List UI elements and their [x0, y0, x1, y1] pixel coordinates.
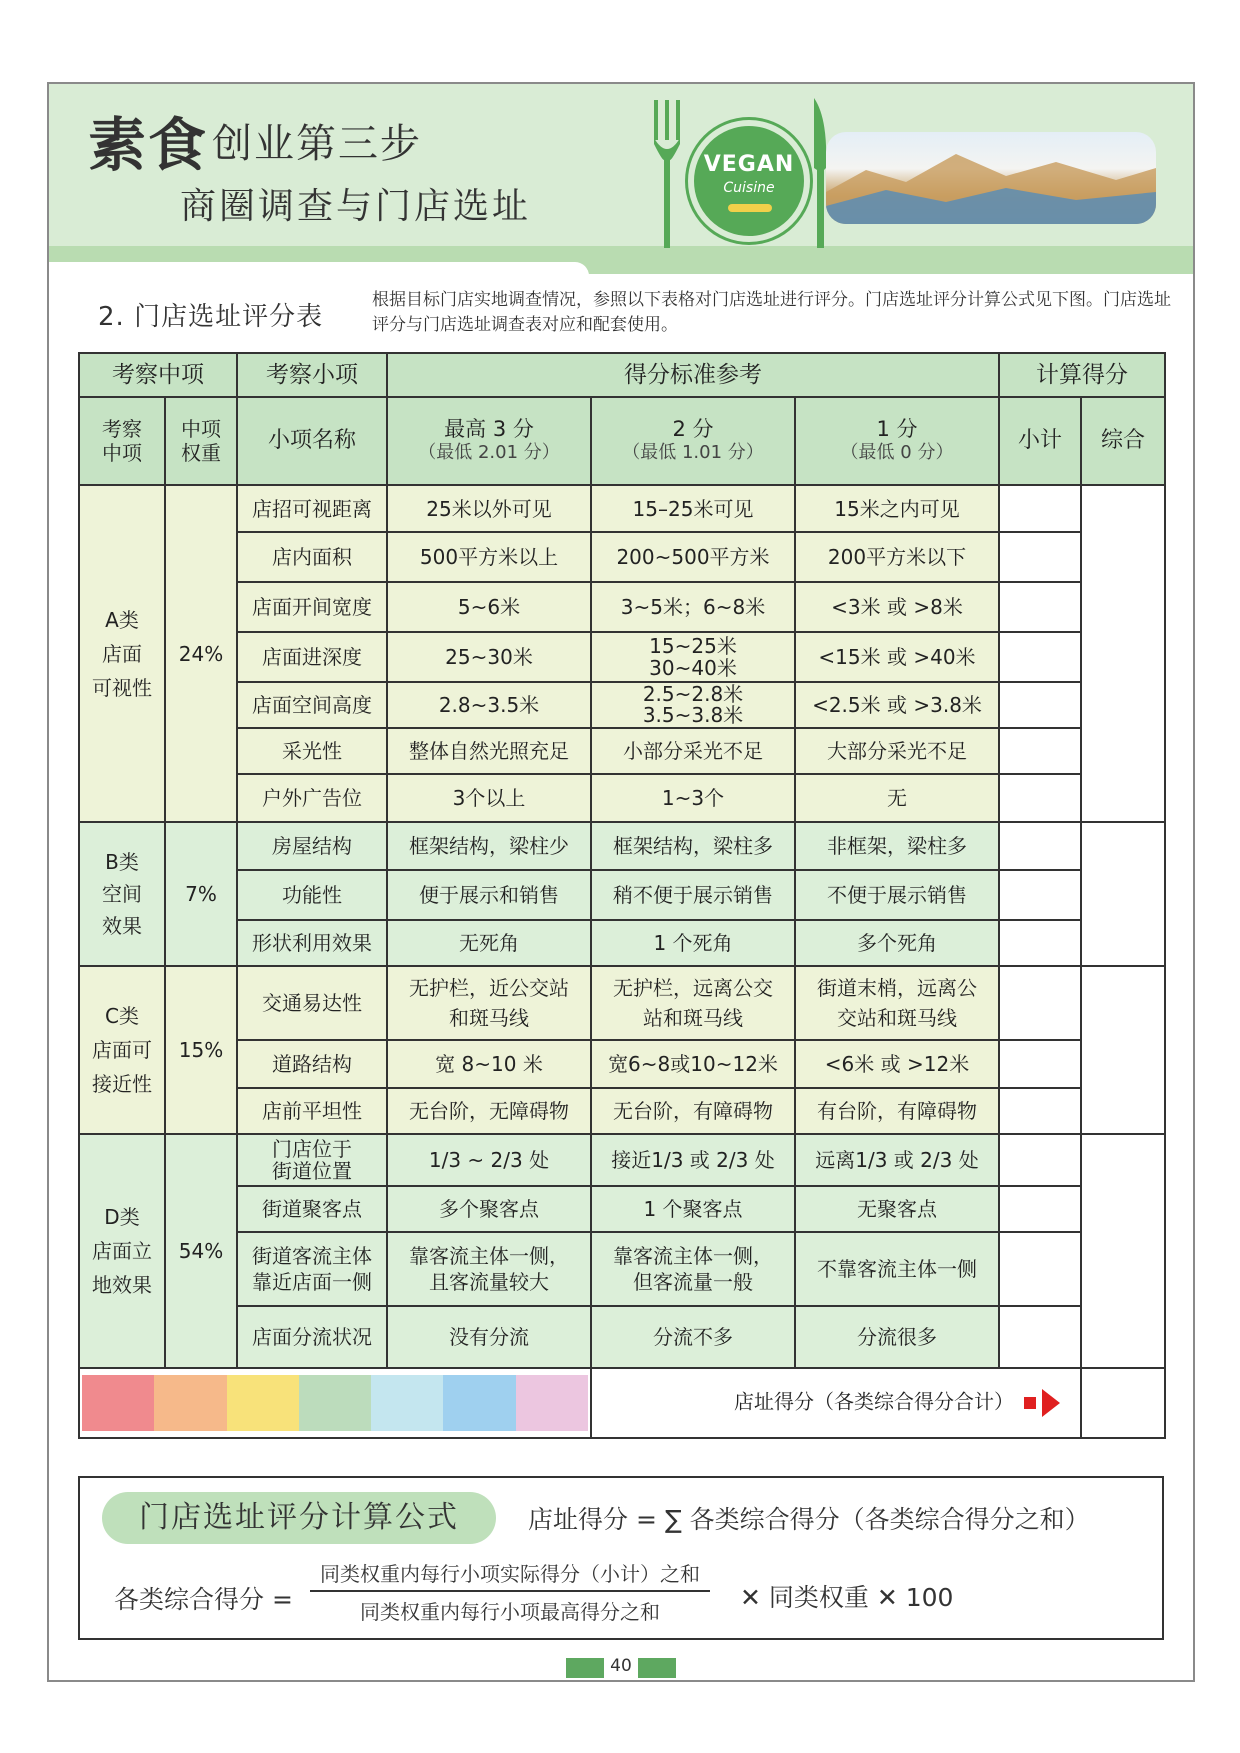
score-1-cell: 无	[795, 774, 999, 822]
score-2-cell: 15–25米可见	[591, 485, 795, 532]
score-1-cell: 远离1/3 或 2/3 处	[795, 1134, 999, 1186]
score-2-cell: 框架结构，梁柱多	[591, 822, 795, 870]
item-name: 采光性	[237, 728, 387, 774]
vegan-logo	[688, 120, 810, 242]
group-d-weight: 54%	[165, 1134, 237, 1368]
swatch-yellow	[227, 1375, 299, 1431]
score-2-cell: 1~3个	[591, 774, 795, 822]
swatch-cyan	[371, 1375, 443, 1431]
item-name: 道路结构	[237, 1040, 387, 1088]
section-title: 2. 门店选址评分表	[98, 302, 324, 332]
score-3-label: 最高 3 分	[444, 417, 534, 441]
score-1-cell: 街道末梢，远离公 交站和斑马线	[795, 966, 999, 1040]
table-row	[79, 774, 1165, 822]
title-step: 创业第三步	[212, 121, 422, 167]
formula-box	[78, 1476, 1164, 1640]
score-1-cell: <2.5米 或 >3.8米	[795, 682, 999, 728]
score-2-cell: 无护栏，远离公交 站和斑马线	[591, 966, 795, 1040]
item-name: 户外广告位	[237, 774, 387, 822]
score-3-cell: 1/3 ~ 2/3 处	[387, 1134, 591, 1186]
score-3-cell: 无台阶，无障碍物	[387, 1088, 591, 1134]
logo-subtext: Cuisine	[723, 180, 775, 196]
item-name: 店面开间宽度	[237, 582, 387, 632]
page-bar-right	[638, 1658, 676, 1678]
score-2-cell: 宽6~8或10~12米	[591, 1040, 795, 1088]
header-score-1	[795, 397, 999, 485]
subtotal-cell[interactable]	[999, 870, 1081, 920]
table-row	[79, 1232, 1165, 1306]
fraction-line	[310, 1590, 710, 1592]
subtotal-cell[interactable]	[999, 920, 1081, 966]
table-row	[79, 632, 1165, 682]
color-swatches-cell	[79, 1368, 591, 1438]
item-name: 交通易达性	[237, 966, 387, 1040]
header-weight-text: 中项权重	[181, 417, 221, 465]
item-name: 店面分流状况	[237, 1306, 387, 1368]
table-row	[79, 1186, 1165, 1232]
item-name: 店招可视距离	[237, 485, 387, 532]
score-2-cell: 200~500平方米	[591, 532, 795, 582]
subtotal-cell[interactable]	[999, 1232, 1081, 1306]
table-row	[79, 682, 1165, 728]
score-3-cell: 框架结构，梁柱少	[387, 822, 591, 870]
score-3-cell: 5~6米	[387, 582, 591, 632]
score-1-cell: 大部分采光不足	[795, 728, 999, 774]
total-label-cell	[591, 1368, 1081, 1438]
item-name: 店前平坦性	[237, 1088, 387, 1134]
item-name: 房屋结构	[237, 822, 387, 870]
header-row-2	[79, 397, 1165, 485]
score-1-cell: 不便于展示销售	[795, 870, 999, 920]
subtotal-cell[interactable]	[999, 1134, 1081, 1186]
score-3-cell: 整体自然光照充足	[387, 728, 591, 774]
item-name: 门店位于 街道位置	[237, 1134, 387, 1186]
score-1-cell: <15米 或 >40米	[795, 632, 999, 682]
item-name: 功能性	[237, 870, 387, 920]
table-row	[79, 1134, 1165, 1186]
group-a-weight: 24%	[165, 485, 237, 822]
header-score-2	[591, 397, 795, 485]
total-row	[79, 1368, 1165, 1438]
header-composite: 综合	[1081, 397, 1165, 485]
item-name: 店内面积	[237, 532, 387, 582]
group-d-name: D类 店面立 地效果	[79, 1134, 165, 1368]
score-3-min: （最低 2.01 分）	[418, 442, 560, 463]
header-item-name: 小项名称	[237, 397, 387, 485]
score-3-cell: 500平方米以上	[387, 532, 591, 582]
swatch-green	[299, 1375, 371, 1431]
score-1-cell: 非框架，梁柱多	[795, 822, 999, 870]
score-3-cell: 靠客流主体一侧， 且客流量较大	[387, 1232, 591, 1306]
logo-dots	[728, 204, 772, 212]
score-2-min: （最低 1.01 分）	[622, 442, 764, 463]
mountain-illustration	[826, 132, 1156, 224]
subtotal-cell[interactable]	[999, 582, 1081, 632]
score-2-cell: 小部分采光不足	[591, 728, 795, 774]
item-name: 街道聚客点	[237, 1186, 387, 1232]
header-subtotal: 小计	[999, 397, 1081, 485]
page-bar-left	[566, 1658, 604, 1678]
formula-total: 店址得分 = ∑ 各类综合得分（各类综合得分之和）	[528, 1505, 1090, 1534]
composite-cell-c[interactable]	[1081, 966, 1165, 1134]
score-3-cell: 25米以外可见	[387, 485, 591, 532]
subtotal-cell[interactable]	[999, 774, 1081, 822]
table-row	[79, 1040, 1165, 1088]
swatch-pink	[516, 1375, 588, 1431]
composite-cell-a[interactable]	[1081, 485, 1165, 822]
subtotal-cell[interactable]	[999, 1040, 1081, 1088]
table-row	[79, 485, 1165, 532]
swatch-orange	[154, 1375, 226, 1431]
score-3-cell: 25~30米	[387, 632, 591, 682]
page-subtitle: 商圈调查与门店选址	[180, 186, 532, 227]
score-1-cell: 多个死角	[795, 920, 999, 966]
table-row	[79, 728, 1165, 774]
composite-cell-d[interactable]	[1081, 1134, 1165, 1368]
page-number	[566, 1654, 676, 1680]
header-score-3	[387, 397, 591, 485]
score-2-cell: 2.5~2.8米 3.5~3.8米	[591, 682, 795, 728]
table-row	[79, 870, 1165, 920]
fork-icon	[652, 100, 682, 250]
header-curve	[49, 262, 589, 276]
score-2-cell: 15~25米 30~40米	[591, 632, 795, 682]
formula-title: 门店选址评分计算公式	[102, 1492, 496, 1544]
table-row	[79, 1088, 1165, 1134]
item-name: 街道客流主体 靠近店面一侧	[237, 1232, 387, 1306]
group-c-weight: 15%	[165, 966, 237, 1134]
table-row	[79, 532, 1165, 582]
subtotal-cell[interactable]	[999, 1088, 1081, 1134]
header-category	[79, 397, 165, 485]
score-2-cell: 无台阶，有障碍物	[591, 1088, 795, 1134]
group-a-name: A类 店面 可视性	[79, 485, 165, 822]
arrow-head-icon	[1042, 1389, 1060, 1417]
subtotal-cell[interactable]	[999, 728, 1081, 774]
color-swatches	[82, 1375, 588, 1431]
score-2-cell: 1 个死角	[591, 920, 795, 966]
score-1-cell: 分流很多	[795, 1306, 999, 1368]
table-row	[79, 966, 1165, 1040]
item-name: 店面空间高度	[237, 682, 387, 728]
header-score-standard: 得分标准参考	[387, 353, 999, 397]
header-calc-score: 计算得分	[999, 353, 1165, 397]
header-category-text: 考察中项	[102, 417, 142, 465]
total-score-cell[interactable]	[1081, 1368, 1165, 1438]
score-1-cell: 15米之内可见	[795, 485, 999, 532]
site-score-table	[78, 352, 1166, 1439]
header-weight	[165, 397, 237, 485]
score-3-cell: 无死角	[387, 920, 591, 966]
composite-cell-b[interactable]	[1081, 822, 1165, 966]
title-main: 素食	[88, 111, 209, 179]
score-1-min: （最低 0 分）	[840, 442, 954, 463]
group-b-name: B类 空间 效果	[79, 822, 165, 966]
score-1-cell: <3米 或 >8米	[795, 582, 999, 632]
score-2-cell: 分流不多	[591, 1306, 795, 1368]
total-label: 店址得分（各类综合得分合计）	[734, 1389, 1014, 1414]
item-name: 形状利用效果	[237, 920, 387, 966]
formula-composite-label: 各类综合得分 =	[114, 1585, 293, 1614]
score-3-cell: 无护栏，近公交站 和斑马线	[387, 966, 591, 1040]
table-row	[79, 582, 1165, 632]
score-1-cell: 不靠客流主体一侧	[795, 1232, 999, 1306]
subtotal-cell[interactable]	[999, 822, 1081, 870]
score-3-cell: 便于展示和销售	[387, 870, 591, 920]
item-name: 店面进深度	[237, 632, 387, 682]
page-number-text: 40	[604, 1656, 638, 1676]
group-c-name: C类 店面可 接近性	[79, 966, 165, 1134]
subtotal-cell[interactable]	[999, 485, 1081, 532]
score-1-cell: 无聚客点	[795, 1186, 999, 1232]
table-row	[79, 1306, 1165, 1368]
table-row	[79, 822, 1165, 870]
subtotal-cell[interactable]	[999, 1186, 1081, 1232]
header-middle-item: 考察中项	[79, 353, 237, 397]
formula-numerator: 同类权重内每行小项实际得分（小计）之和	[320, 1562, 700, 1586]
group-b-weight: 7%	[165, 822, 237, 966]
score-2-label: 2 分	[672, 417, 714, 441]
score-2-cell: 3~5米；6~8米	[591, 582, 795, 632]
score-1-cell: 200平方米以下	[795, 532, 999, 582]
score-3-cell: 宽 8~10 米	[387, 1040, 591, 1088]
subtotal-cell[interactable]	[999, 682, 1081, 728]
formula-multiplier: ✕ 同类权重 ✕ 100	[740, 1583, 954, 1612]
score-2-cell: 靠客流主体一侧， 但客流量一般	[591, 1232, 795, 1306]
mountain-image	[826, 132, 1156, 224]
swatch-blue	[443, 1375, 515, 1431]
score-2-cell: 接近1/3 或 2/3 处	[591, 1134, 795, 1186]
swatch-red	[82, 1375, 154, 1431]
subtotal-cell[interactable]	[999, 632, 1081, 682]
logo-text: VEGAN	[703, 152, 795, 177]
score-3-cell: 2.8~3.5米	[387, 682, 591, 728]
score-3-cell: 3个以上	[387, 774, 591, 822]
header-row-1	[79, 353, 1165, 397]
formula-denominator: 同类权重内每行小项最高得分之和	[360, 1600, 660, 1624]
subtotal-cell[interactable]	[999, 1306, 1081, 1368]
score-3-cell: 没有分流	[387, 1306, 591, 1368]
score-1-label: 1 分	[876, 417, 918, 441]
header-sub-item: 考察小项	[237, 353, 387, 397]
score-3-cell: 多个聚客点	[387, 1186, 591, 1232]
score-2-cell: 1 个聚客点	[591, 1186, 795, 1232]
score-1-cell: 有台阶，有障碍物	[795, 1088, 999, 1134]
subtotal-cell[interactable]	[999, 532, 1081, 582]
score-2-cell: 稍不便于展示销售	[591, 870, 795, 920]
score-1-cell: <6米 或 >12米	[795, 1040, 999, 1088]
section-intro: 根据目标门店实地调查情况，参照以下表格对门店选址进行评分。门店选址评分计算公式见下图。门店选址评分与门店选址调查表对应和配套使用。	[372, 290, 1171, 335]
arrow-right-icon	[1024, 1397, 1036, 1409]
subtotal-cell[interactable]	[999, 966, 1081, 1040]
table-row	[79, 920, 1165, 966]
